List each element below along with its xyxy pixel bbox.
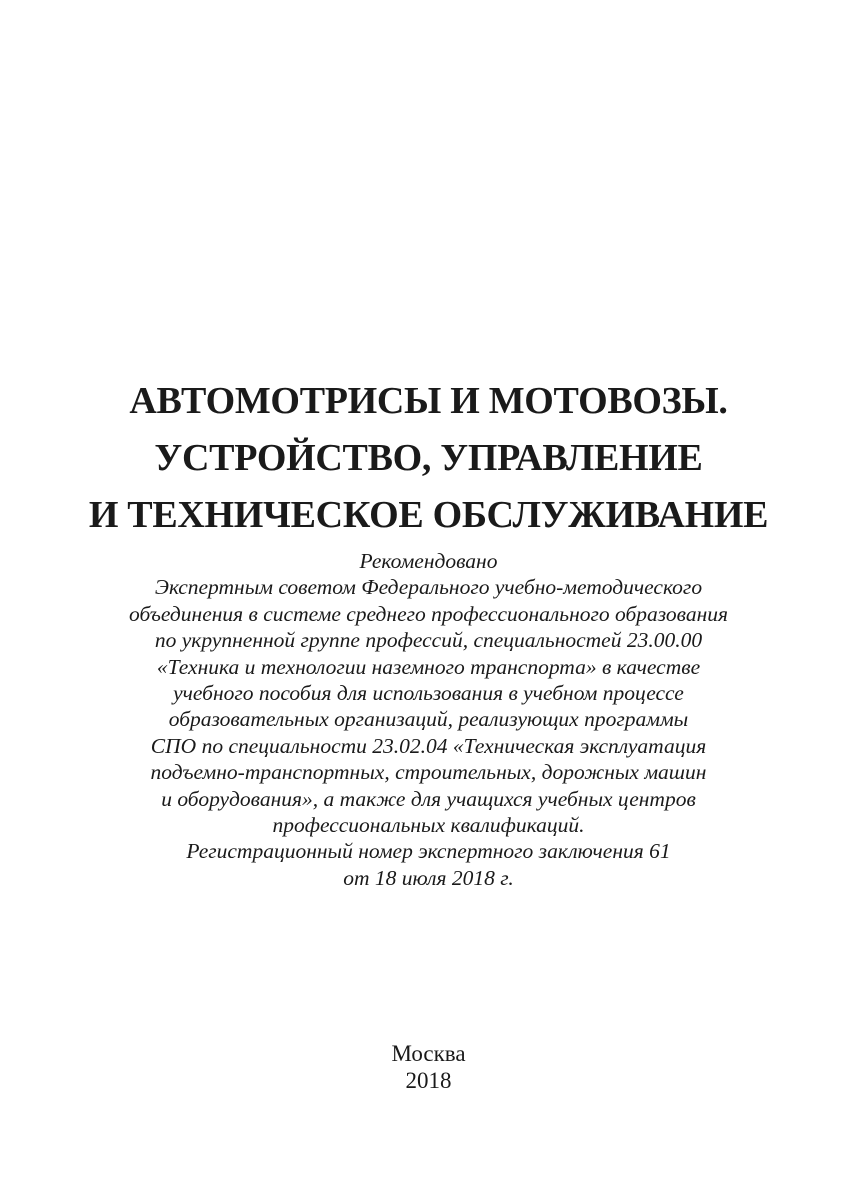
publication-year: 2018 bbox=[405, 1068, 452, 1093]
recommendation-line-12: Регистрационный номер экспертного заключения 61 bbox=[186, 839, 671, 864]
publication-city: Москва bbox=[391, 1041, 466, 1066]
book-title bbox=[0, 373, 857, 544]
recommendation-notice bbox=[0, 548, 857, 891]
recommendation-line-11: профессиональных квалификаций. bbox=[272, 813, 585, 838]
recommendation-line-2: Экспертным советом Федерального учебно-методического bbox=[154, 575, 703, 600]
title-line-1: АВТОМОТРИСЫ И МОТОВОЗЫ. bbox=[129, 380, 728, 422]
recommendation-line-6: учебного пособия для использования в учебном процессе bbox=[173, 681, 684, 706]
recommendation-line-8: СПО по специальности 23.02.04 «Техническая эксплуатация bbox=[150, 733, 707, 758]
recommendation-line-1: Рекомендовано bbox=[359, 549, 498, 573]
recommendation-line-5: «Техника и технологии наземного транспорта» в качестве bbox=[156, 654, 701, 679]
imprint bbox=[0, 1040, 857, 1094]
title-line-3: И ТЕХНИЧЕСКОЕ ОБСЛУЖИВАНИЕ bbox=[88, 494, 769, 536]
recommendation-line-9: подъемно-транспортных, строительных, дорожных машин bbox=[150, 760, 707, 785]
recommendation-line-7: образовательных организаций, реализующих программы bbox=[168, 707, 689, 732]
recommendation-line-10: и оборудования», а также для учащихся учебных центров bbox=[161, 786, 696, 811]
title-line-2: УСТРОЙСТВО, УПРАВЛЕНИЕ bbox=[154, 437, 703, 479]
recommendation-line-4: по укрупненной группе профессий, специальностей 23.00.00 bbox=[154, 628, 703, 653]
recommendation-line-13: от 18 июля 2018 г. bbox=[343, 865, 514, 890]
recommendation-line-3: объединения в системе среднего профессионального образования bbox=[129, 601, 728, 626]
